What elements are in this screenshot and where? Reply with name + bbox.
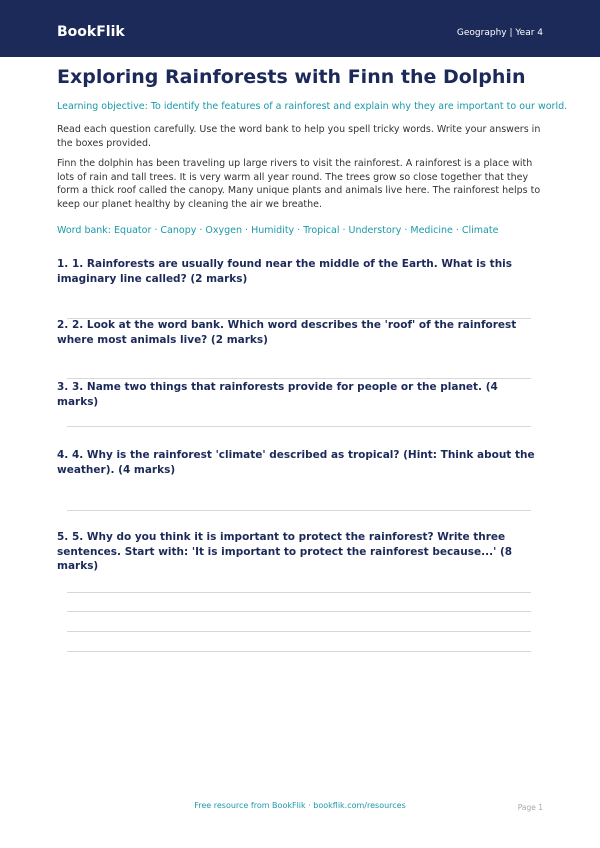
footer-text: Free resource from BookFlik · bookflik.com/resources [194,801,406,810]
learning-objective: Learning objective: To identify the features of a rainforest and explain why they are important to our world. [57,101,568,112]
answer-line-3[interactable] [67,426,531,427]
page-title: Exploring Rainforests with Finn the Dolphin [57,66,526,88]
question-1: 1. 1. Rainforests are usually found near the middle of the Earth. What is this imaginary line called? (2 marks) [57,258,513,285]
question-5: 5. 5. Why do you think it is important to protect the rainforest? Write three sentences. Start with: 'It is important to protect the rainforest because...' (8 marks) [57,531,513,572]
question-3: 3. 3. Name two things that rainforests provide for people or the planet. (4 marks) [57,381,498,408]
answer-line-5d[interactable] [67,651,531,652]
answer-line-5a[interactable] [67,592,531,593]
word-bank: Word bank: Equator · Canopy · Oxygen · Humidity · Tropical · Understory · Medicine · Climate [57,225,499,236]
answer-line-5c[interactable] [67,631,531,632]
question-4: 4. 4. Why is the rainforest 'climate' described as tropical? (Hint: Think about the weather). (4 marks) [57,449,535,476]
answer-line-5b[interactable] [67,611,531,612]
answer-line-2[interactable] [67,378,531,379]
brand-logo: BookFlik [57,24,125,40]
header-bar [0,0,600,57]
intro-text: Finn the dolphin has been traveling up large rivers to visit the rainforest. A rainforest is a place with lots of rain and tall trees. It is very warm all year round. The trees grow so close together that they form a thick roof called the canopy. Many unique plants and animals live here. The rainforest helps to keep our planet healthy by cleaning the air we breathe. [57,158,541,210]
answer-line-4[interactable] [67,510,531,511]
page-number: Page 1 [517,803,543,812]
subject-year-label: Geography | Year 4 [456,28,543,38]
question-2: 2. 2. Look at the word bank. Which word describes the 'roof' of the rainforest where most animals live? (2 marks) [57,319,517,346]
instructions-text: Read each question carefully. Use the word bank to help you spell tricky words. Write your answers in the boxes provided. [57,124,541,149]
